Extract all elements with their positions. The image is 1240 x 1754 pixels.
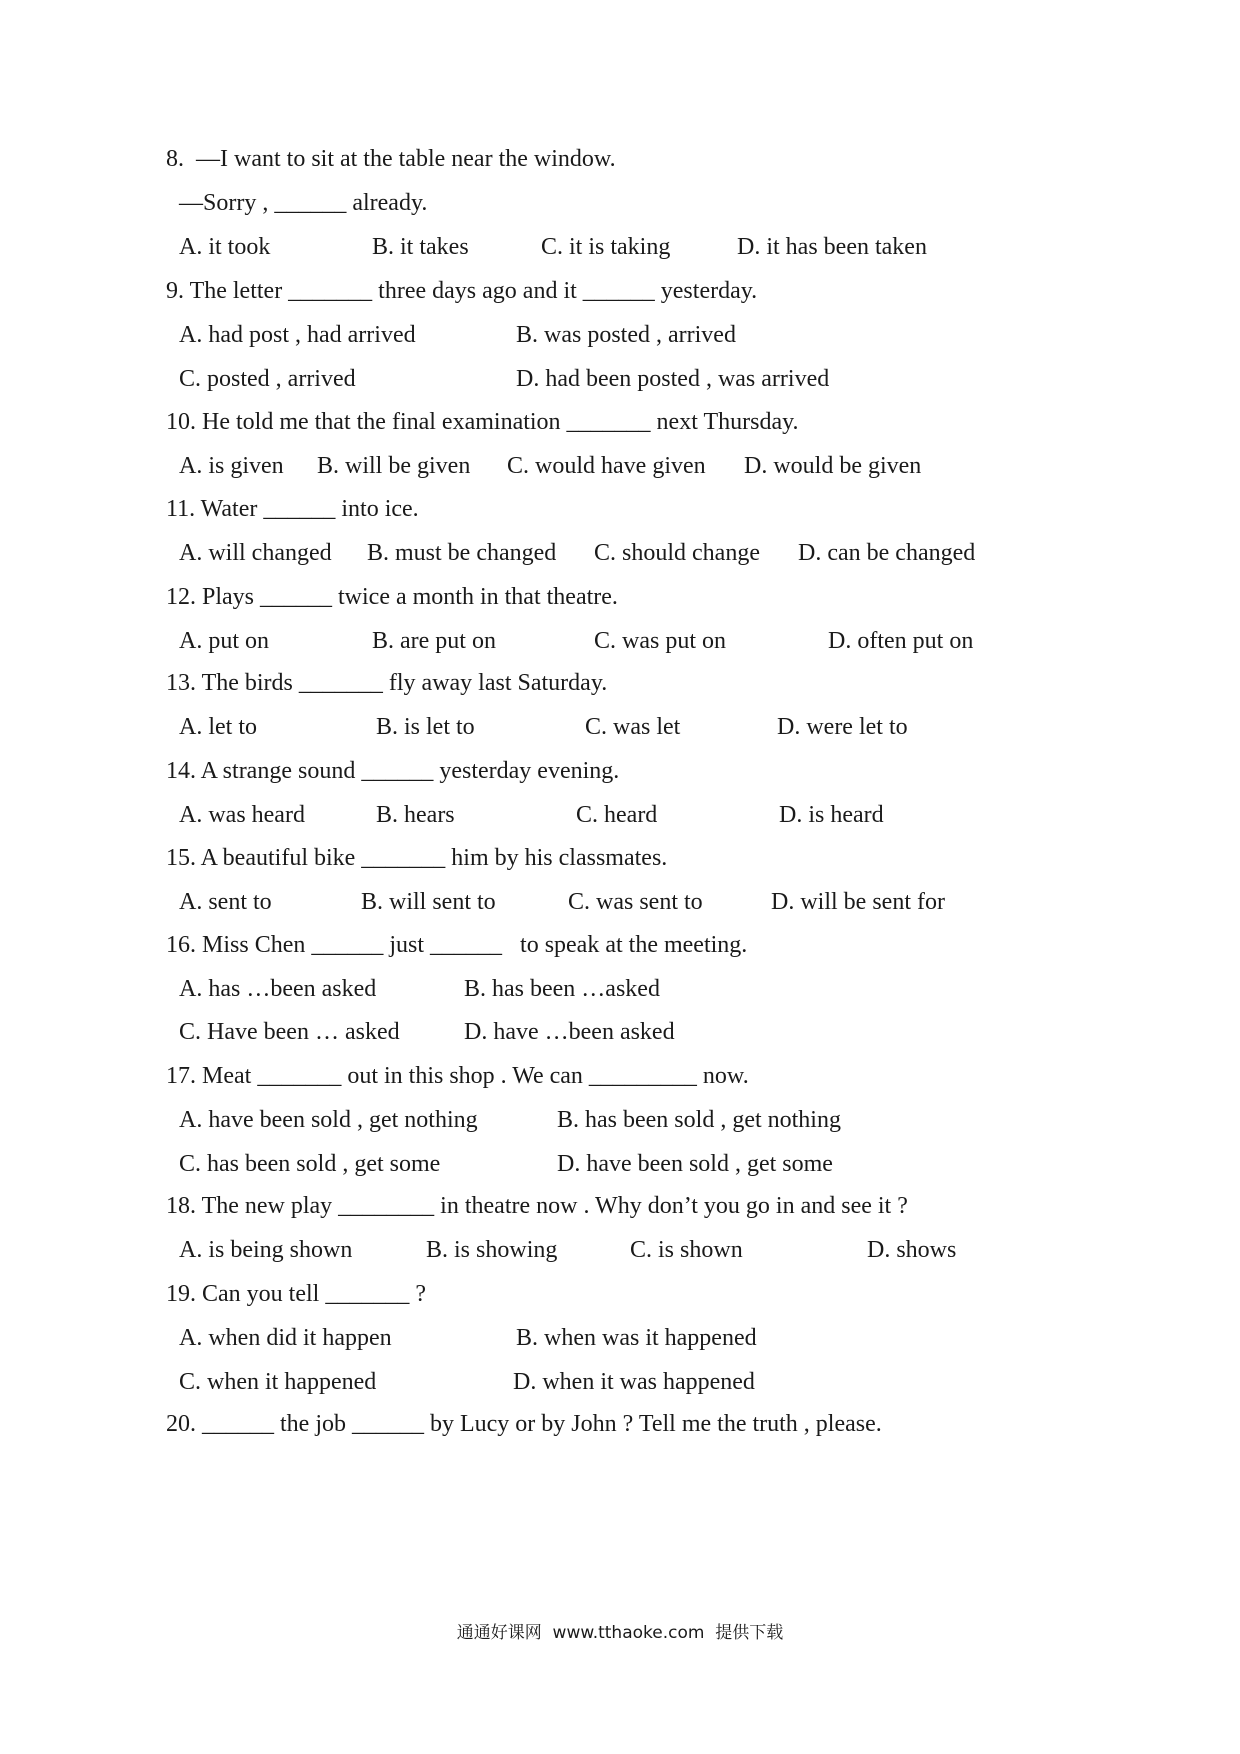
question-12-option-d: D. often put on bbox=[828, 628, 974, 654]
question-16-option-a: A. has …been asked bbox=[179, 976, 377, 1002]
question-10-option-d: D. would be given bbox=[744, 453, 922, 479]
question-13-option-d: D. were let to bbox=[777, 714, 908, 740]
question-16-option-b: B. has been …asked bbox=[464, 976, 660, 1002]
question-17-option-c: C. has been sold , get some bbox=[179, 1151, 441, 1177]
question-10-option-c: C. would have given bbox=[507, 453, 706, 479]
question-17-option-d: D. have been sold , get some bbox=[557, 1151, 833, 1177]
question-12-option-c: C. was put on bbox=[594, 628, 726, 654]
question-11-option-b: B. must be changed bbox=[367, 540, 557, 566]
question-18-option-a: A. is being shown bbox=[179, 1237, 353, 1263]
question-15-stem: 15. A beautiful bike _______ him by his classmates. bbox=[166, 845, 668, 871]
question-11-stem: 11. Water ______ into ice. bbox=[166, 496, 419, 522]
question-14-stem: 14. A strange sound ______ yesterday evening. bbox=[166, 758, 620, 784]
question-15-option-b: B. will sent to bbox=[361, 889, 496, 915]
question-9-option-a: A. had post , had arrived bbox=[179, 322, 416, 348]
question-13-option-a: A. let to bbox=[179, 714, 257, 740]
question-16-option-c: C. Have been … asked bbox=[179, 1019, 400, 1045]
question-8-option-b: B. it takes bbox=[372, 234, 469, 260]
question-8-option-c: C. it is taking bbox=[541, 234, 671, 260]
question-12-option-b: B. are put on bbox=[372, 628, 496, 654]
question-9-stem: 9. The letter _______ three days ago and it ______ yesterday. bbox=[166, 278, 758, 304]
question-17-option-a: A. have been sold , get nothing bbox=[179, 1107, 478, 1133]
question-14-option-a: A. was heard bbox=[179, 802, 305, 828]
question-12-option-a: A. put on bbox=[179, 628, 269, 654]
question-9-option-b: B. was posted , arrived bbox=[516, 322, 736, 348]
question-17-stem: 17. Meat _______ out in this shop . We can _________ now. bbox=[166, 1063, 749, 1089]
question-9-option-d: D. had been posted , was arrived bbox=[516, 366, 830, 392]
question-11-option-d: D. can be changed bbox=[798, 540, 976, 566]
question-18-option-b: B. is showing bbox=[426, 1237, 558, 1263]
question-19-stem: 19. Can you tell _______ ? bbox=[166, 1281, 426, 1307]
question-15-option-a: A. sent to bbox=[179, 889, 272, 915]
question-19-option-d: D. when it was happened bbox=[513, 1369, 755, 1395]
question-15-option-d: D. will be sent for bbox=[771, 889, 945, 915]
question-19-option-c: C. when it happened bbox=[179, 1369, 377, 1395]
question-8-stem: 8. —I want to sit at the table near the window. bbox=[166, 146, 616, 172]
question-9-option-c: C. posted , arrived bbox=[179, 366, 356, 392]
question-8-option-a: A. it took bbox=[179, 234, 271, 260]
question-16-option-d: D. have …been asked bbox=[464, 1019, 675, 1045]
question-11-option-c: C. should change bbox=[594, 540, 760, 566]
question-14-option-b: B. hears bbox=[376, 802, 455, 828]
question-10-option-a: A. is given bbox=[179, 453, 284, 479]
question-15-option-c: C. was sent to bbox=[568, 889, 703, 915]
question-8-option-d: D. it has been taken bbox=[737, 234, 927, 260]
question-8-response: —Sorry , ______ already. bbox=[179, 190, 428, 216]
question-18-option-c: C. is shown bbox=[630, 1237, 743, 1263]
question-16-stem: 16. Miss Chen ______ just ______ to speak at the meeting. bbox=[166, 932, 748, 958]
question-18-stem: 18. The new play ________ in theatre now . Why don’t you go in and see it ? bbox=[166, 1193, 908, 1219]
question-20-stem: 20. ______ the job ______ by Lucy or by John ? Tell me the truth , please. bbox=[166, 1411, 882, 1437]
question-14-option-d: D. is heard bbox=[779, 802, 884, 828]
question-13-option-b: B. is let to bbox=[376, 714, 475, 740]
question-13-option-c: C. was let bbox=[585, 714, 681, 740]
question-14-option-c: C. heard bbox=[576, 802, 658, 828]
page-footer: 通通好课网 www.tthaoke.com 提供下载 bbox=[456, 1623, 784, 1643]
question-11-option-a: A. will changed bbox=[179, 540, 332, 566]
question-19-option-a: A. when did it happen bbox=[179, 1325, 392, 1351]
question-19-option-b: B. when was it happened bbox=[516, 1325, 757, 1351]
question-13-stem: 13. The birds _______ fly away last Saturday. bbox=[166, 670, 608, 696]
question-12-stem: 12. Plays ______ twice a month in that theatre. bbox=[166, 584, 618, 610]
question-10-option-b: B. will be given bbox=[317, 453, 471, 479]
question-17-option-b: B. has been sold , get nothing bbox=[557, 1107, 841, 1133]
question-10-stem: 10. He told me that the final examination _______ next Thursday. bbox=[166, 409, 799, 435]
question-18-option-d: D. shows bbox=[867, 1237, 957, 1263]
